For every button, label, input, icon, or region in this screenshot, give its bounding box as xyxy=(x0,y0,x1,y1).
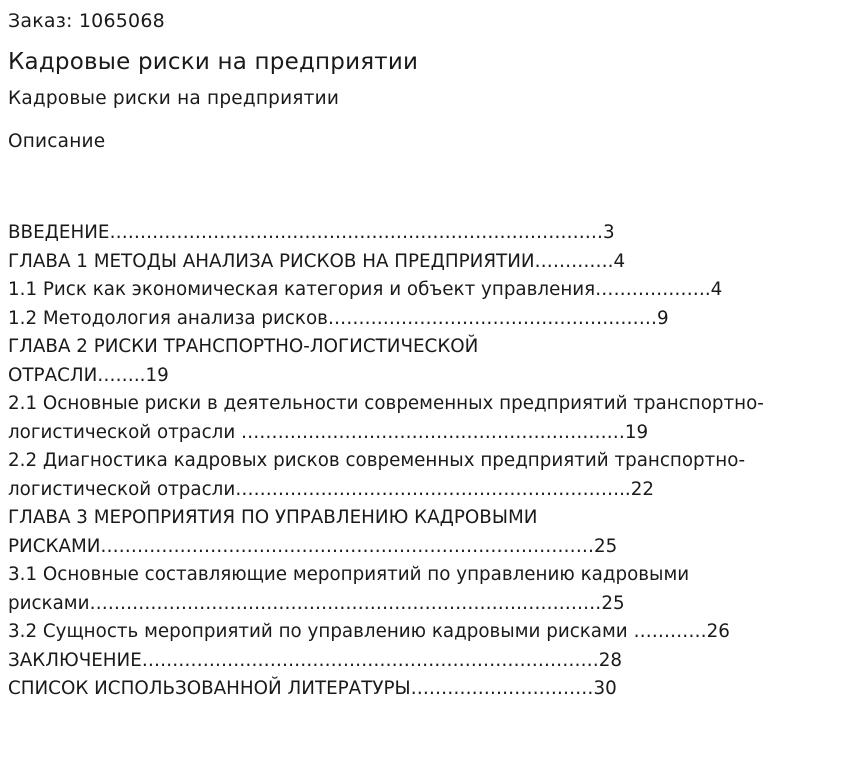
toc-line: логистической отрасли ………………………………………………………19 xyxy=(8,421,649,443)
toc-line: 2.1 Основные риски в деятельности современных предприятий транспортно- xyxy=(8,393,764,414)
toc-line: 1.1 Риск как экономическая категория и объект управления……………….4 xyxy=(8,279,723,300)
toc-line: ГЛАВА 2 РИСКИ ТРАНСПОРТНО-ЛОГИСТИЧЕСКОЙ xyxy=(8,336,479,357)
toc-line: 3.1 Основные составляющие мероприятий по управлению кадровыми xyxy=(8,564,690,585)
toc-line: ГЛАВА 1 МЕТОДЫ АНАЛИЗА РИСКОВ НА ПРЕДПРИЯТИИ………….4 xyxy=(8,250,626,272)
page-title: Кадровые риски на предприятии xyxy=(8,49,419,75)
page-subtitle: Кадровые риски на предприятии xyxy=(8,88,340,109)
toc-line: логистической отрасли………………………………………………………..22 xyxy=(8,478,655,500)
toc-line: ВВЕДЕНИЕ………………………………………………………………………3 xyxy=(8,222,615,243)
toc-line: рисками…………………………………………………………………………25 xyxy=(8,592,625,614)
description-label: Описание xyxy=(8,131,106,152)
toc-line: 3.2 Сущность мероприятий по управлению кадровыми рисками …………26 xyxy=(8,621,730,642)
toc-line: 1.2 Методология анализа рисков………………………………………………9 xyxy=(8,307,669,329)
toc-line: ГЛАВА 3 МЕРОПРИЯТИЯ ПО УПРАВЛЕНИЮ КАДРОВЫМИ xyxy=(8,507,538,528)
toc-line: СПИСОК ИСПОЛЬЗОВАННОЙ ЛИТЕРАТУРЫ…………………………30 xyxy=(8,678,617,699)
toc-line: РИСКАМИ………………………………………………………………………25 xyxy=(8,535,618,557)
toc-line: ОТРАСЛИ……..19 xyxy=(8,364,169,386)
table-of-contents xyxy=(8,219,839,704)
toc-line: 2.2 Диагностика кадровых рисков современных предприятий транспортно- xyxy=(8,450,746,471)
order-number: Заказ: 1065068 xyxy=(8,10,165,32)
toc-line: ЗАКЛЮЧЕНИЕ…………………………………………………………………28 xyxy=(8,649,623,671)
